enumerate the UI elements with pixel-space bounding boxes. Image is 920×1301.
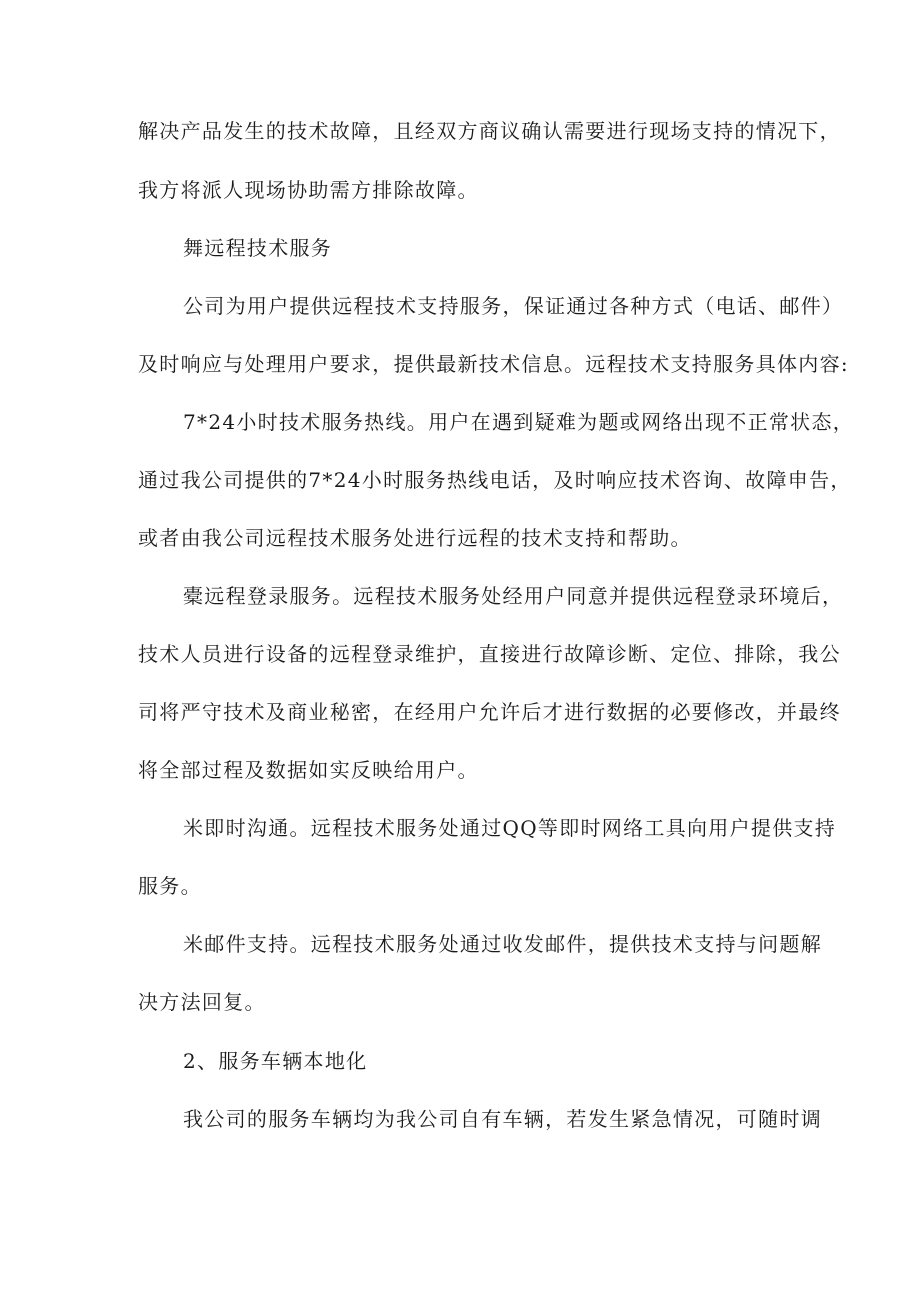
paragraph-line: 米邮件支持。远程技术服务处通过收发邮件，提供技术支持与问题解 <box>183 932 822 956</box>
paragraph-line: 司将严守技术及商业秘密，在经用户允许后才进行数据的必要修改，并最终 <box>138 700 841 724</box>
paragraph-line: 及时响应与处理用户要求，提供最新技术信息。远程技术支持服务具体内容: <box>138 352 849 376</box>
paragraph-line: 7*24小时技术服务热线。用户在遇到疑难为题或网络出现不正常状态， <box>183 410 855 434</box>
section-heading-vehicles: 2、服务车辆本地化 <box>183 1049 368 1073</box>
paragraph-line: 我方将派人现场协助需方排除故障。 <box>138 178 479 202</box>
section-heading-remote-service: 舞远程技术服务 <box>183 236 333 260</box>
paragraph-line: 服务。 <box>138 874 202 898</box>
paragraph-line: 或者由我公司远程技术服务处进行远程的技术支持和帮助。 <box>138 526 692 550</box>
paragraph-line: 橐远程登录服务。远程技术服务处经用户同意并提供远程登录环境后， <box>183 584 844 608</box>
paragraph-line: 将全部过程及数据如实反映给用户。 <box>138 758 479 782</box>
paragraph-line: 我公司的服务车辆均为我公司自有车辆，若发生紧急情况，可随时调 <box>183 1107 822 1131</box>
paragraph-line: 解决产品发生的技术故障，且经双方商议确认需要进行现场支持的情况下， <box>138 119 841 143</box>
paragraph-line: 决方法回复。 <box>138 990 266 1014</box>
paragraph-line: 米即时沟通。远程技术服务处通过QQ等即时网络工具向用户提供支持 <box>183 816 837 840</box>
paragraph-line: 技术人员进行设备的远程登录维护，直接进行故障诊断、定位、排除，我公 <box>138 642 841 666</box>
paragraph-line: 通过我公司提供的7*24小时服务热线电话，及时响应技术咨询、故障申告， <box>138 468 852 492</box>
paragraph-line: 公司为用户提供远程技术支持服务，保证通过各种方式（电话、邮件） <box>183 294 844 318</box>
